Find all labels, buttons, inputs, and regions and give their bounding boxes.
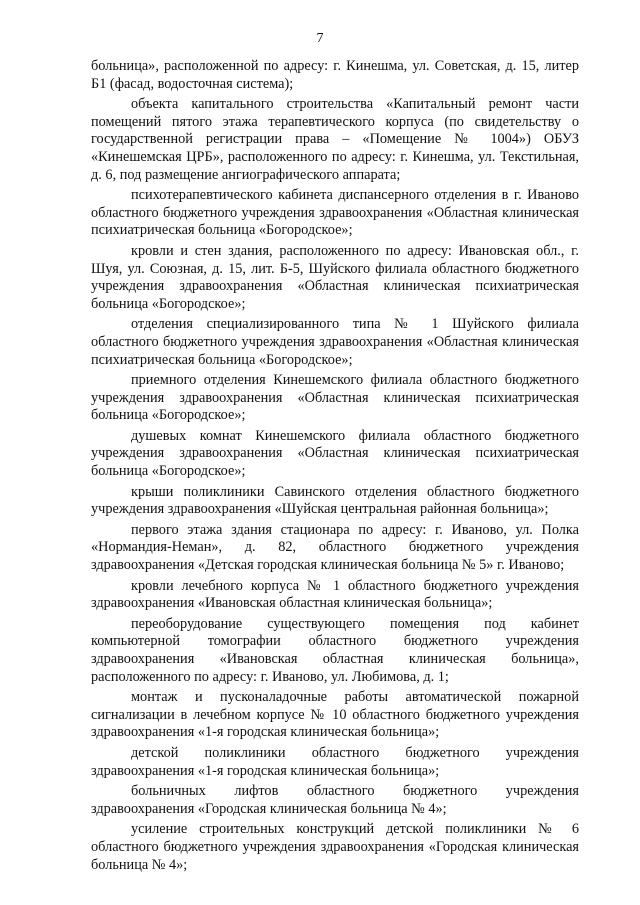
paragraph: приемного отделения Кинешемского филиала областного бюджетного учреждения здравоохранения «Областная клиническая психиатрическая больница «Богородское»; xyxy=(91,372,579,424)
paragraph: больничных лифтов областного бюджетного учреждения здравоохранения «Городская клиническая больница № 4»; xyxy=(91,783,579,817)
paragraph: кровли лечебного корпуса № 1 областного бюджетного учреждения здравоохранения «Ивановская областная клиническая больница»; xyxy=(91,577,579,612)
document-body xyxy=(91,58,579,877)
paragraph: объекта капитального строительства «Капитальный ремонт части помещений пятого этажа терапевтического корпуса (по свидетельству о государственной регистрации права – «Помещение № 1004») ОБУЗ «Кинешемская ЦРБ», расположенного по адресу: г. Кинешма, ул. Текстильная, д. 6, под размещение ангиографического аппарата; xyxy=(91,96,579,183)
paragraph: усиление строительных конструкций детской поликлиники № 6 областного бюджетного учреждения здравоохранения «Городская клиническая больница № 4»; xyxy=(91,821,579,873)
paragraph: переоборудование существующего помещения под кабинет компьютерной томографии областного бюджетного учреждения здравоохранения «Ивановская областная клиническая больница», расположенного по адресу: г. Иваново, ул. Любимова, д. 1; xyxy=(91,615,579,685)
paragraph: психотерапевтического кабинета диспансерного отделения в г. Иваново областного бюджетного учреждения здравоохранения «Областная клиническая психиатрическая больница «Богородское»; xyxy=(91,187,579,239)
paragraph: детской поликлиники областного бюджетного учреждения здравоохранения «1-я городская клиническая больница»; xyxy=(91,744,579,779)
paragraph: первого этажа здания стационара по адресу: г. Иваново, ул. Полка «Нормандия-Неман», д. 82, областного бюджетного учреждения здравоохранения «Детская городская клиническая больница № 5» г. Иваново; xyxy=(91,521,579,574)
paragraph: больница», расположенной по адресу: г. Кинешма, ул. Советская, д. 15, литер Б1 (фасад, водосточная система); xyxy=(91,58,579,92)
paragraph: душевых комнат Кинешемского филиала областного бюджетного учреждения здравоохранения «Областная клиническая психиатрическая больница «Богородское»; xyxy=(91,427,579,480)
page-number: 7 xyxy=(316,31,324,46)
paragraph: крыши поликлиники Савинского отделения областного бюджетного учреждения здравоохранения «Шуйская центральная районная больница»; xyxy=(91,483,579,518)
paragraph: отделения специализированного типа № 1 Шуйского филиала областного бюджетного учреждения здравоохранения «Областная клиническая психиатрическая больница «Богородское»; xyxy=(91,316,579,368)
paragraph: монтаж и пусконаладочные работы автоматической пожарной сигнализации в лечебном корпусе № 10 областного бюджетного учреждения здравоохранения «1-я городская клиническая больница»; xyxy=(91,689,579,741)
paragraph: кровли и стен здания, расположенного по адресу: Ивановская обл., г. Шуя, ул. Союзная, д. 15, лит. Б-5, Шуйского филиала областного бюджетного учреждения здравоохранения «Областная клиническая психиатрическая больница «Богородское»; xyxy=(91,242,579,312)
